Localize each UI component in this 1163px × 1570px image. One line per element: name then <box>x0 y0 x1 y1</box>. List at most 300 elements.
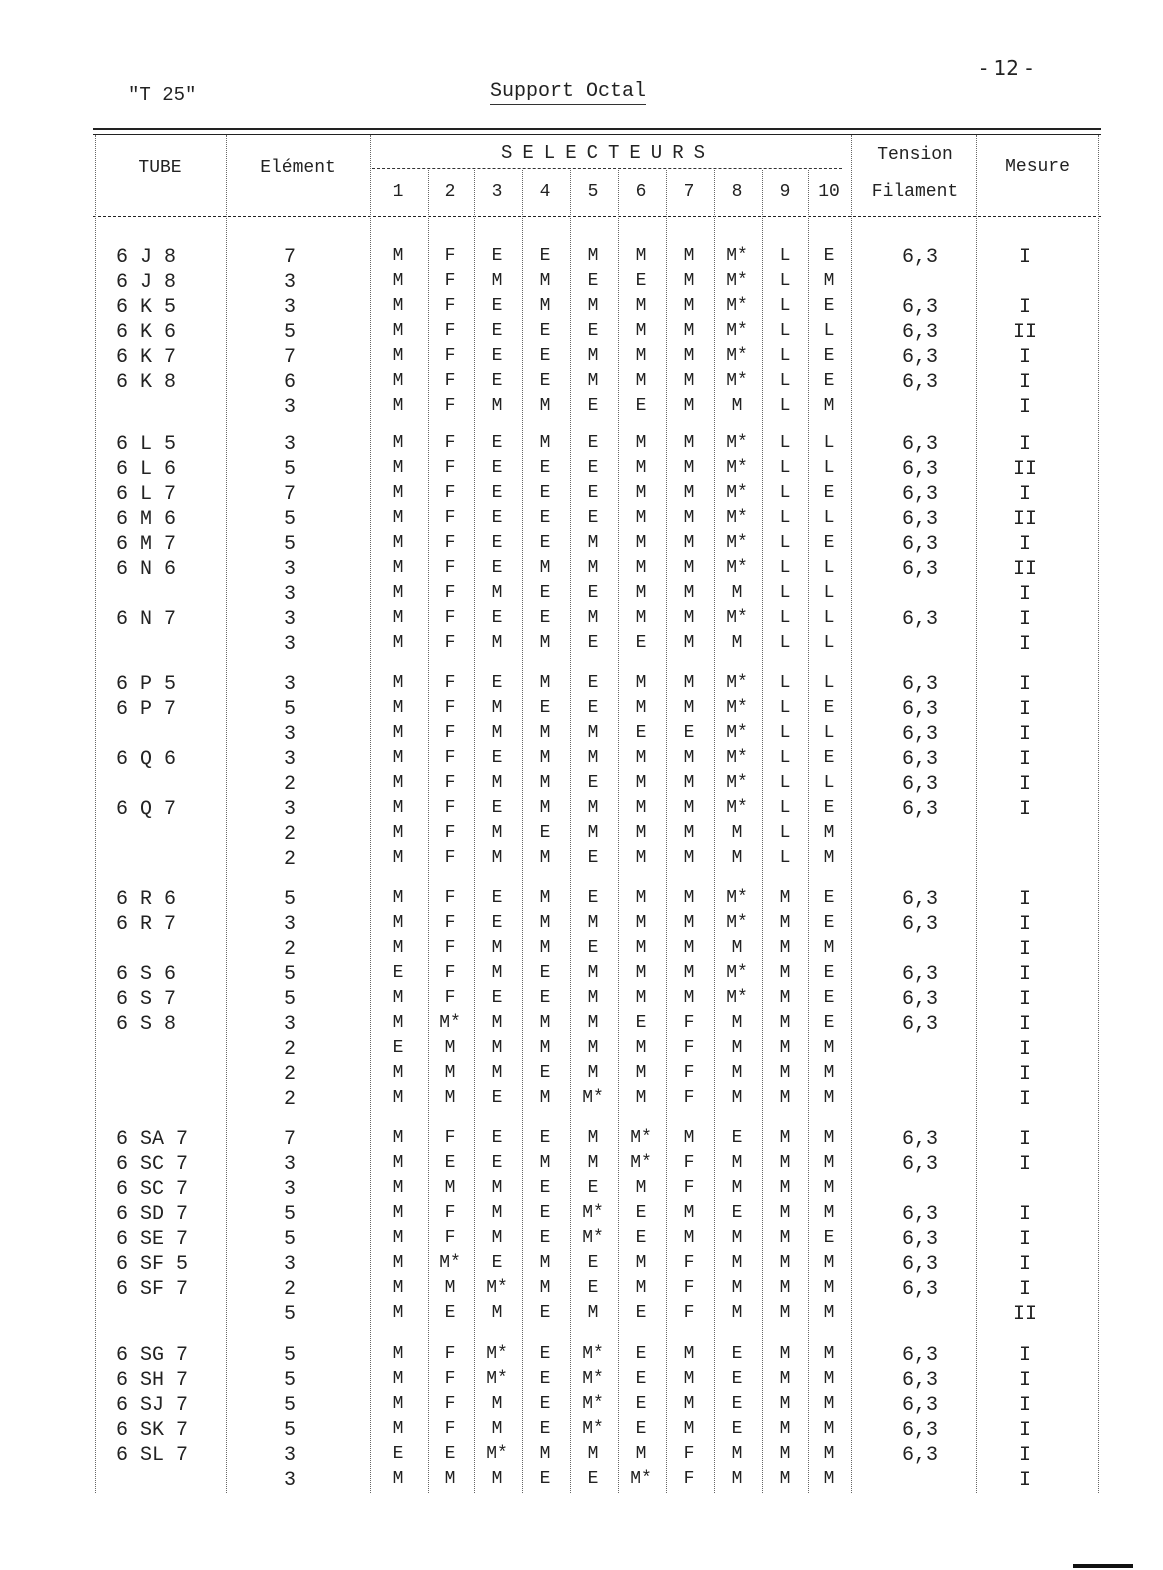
selector-8-value: E <box>731 1203 743 1223</box>
table-row <box>0 673 1163 698</box>
selector-8-value: M <box>731 1303 743 1323</box>
selector-7-value: M <box>683 773 695 793</box>
selector-8-value: M <box>731 1088 743 1108</box>
selector-5-value: M <box>587 346 599 366</box>
mesure-value: I <box>1018 246 1031 269</box>
table-row <box>0 748 1163 773</box>
selector-8-value: M <box>731 1228 743 1248</box>
mesure-value: I <box>1018 963 1031 986</box>
selector-2-value: F <box>444 1203 456 1223</box>
selector-3-value: E <box>491 458 503 478</box>
selector-6-value: E <box>635 1369 647 1389</box>
filament-tension: 6,3 <box>901 1153 938 1176</box>
selector-6-value: M <box>635 346 647 366</box>
selector-4-value: E <box>539 1228 551 1248</box>
tube-name: 6 Q 7 <box>116 798 177 821</box>
selector-9-value: M <box>779 1063 791 1083</box>
selector-7-value: M <box>683 246 695 266</box>
mesure-value: I <box>1018 1063 1031 1086</box>
table-row <box>0 271 1163 296</box>
selector-9-value: M <box>779 1394 791 1414</box>
selector-6-value: M <box>635 1278 647 1298</box>
selector-8-value: M <box>731 1013 743 1033</box>
selector-1-value: E <box>392 963 404 983</box>
selector-1-value: M <box>392 673 404 693</box>
selector-3-value: E <box>491 1253 503 1273</box>
selector-1-value: M <box>392 1303 404 1323</box>
element-count: 5 <box>283 988 296 1011</box>
selector-1-value: M <box>392 913 404 933</box>
selector-5-value: M <box>587 1063 599 1083</box>
selector-1-value: M <box>392 988 404 1008</box>
selector-2-value: F <box>444 271 456 291</box>
document-title: Support Octal <box>490 80 647 103</box>
selector-10-value: M <box>823 271 835 291</box>
selector-4-value: E <box>539 508 551 528</box>
selector-5-value: E <box>587 633 599 653</box>
selector-3-value: E <box>491 913 503 933</box>
selector-7-value: M <box>683 458 695 478</box>
selector-5-value: E <box>587 271 599 291</box>
selector-5-value: M <box>587 823 599 843</box>
table-row <box>0 938 1163 963</box>
selector-5-value: E <box>587 396 599 416</box>
selector-1-value: M <box>392 371 404 391</box>
selector-6-value: M <box>635 963 647 983</box>
selector-10-value: E <box>823 698 835 718</box>
filament-tension: 6,3 <box>901 913 938 936</box>
selector-7-value: F <box>683 1088 695 1108</box>
selector-5-value: E <box>587 773 599 793</box>
selector-6-value: M <box>635 246 647 266</box>
selector-3-value: M <box>491 723 503 743</box>
selector-6-value: M <box>635 508 647 528</box>
element-count: 5 <box>283 1394 296 1417</box>
mesure-value: I <box>1018 346 1031 369</box>
selector-1-value: M <box>392 483 404 503</box>
selector-3-value: M <box>491 1419 503 1439</box>
selector-3-value: E <box>491 321 503 341</box>
selector-2-value: E <box>444 1153 456 1173</box>
selector-4-value: E <box>539 1344 551 1364</box>
selector-9-value: M <box>779 1344 791 1364</box>
selector-3-value: E <box>491 346 503 366</box>
tube-name: 6 R 7 <box>116 913 177 936</box>
selector-1-value: M <box>392 773 404 793</box>
tube-name: 6 SH 7 <box>116 1369 189 1392</box>
selector-7-value: M <box>683 583 695 603</box>
table-row <box>0 1344 1163 1369</box>
selector-6-value: E <box>635 1228 647 1248</box>
selector-5-value: M <box>587 558 599 578</box>
filament-tension: 6,3 <box>901 773 938 796</box>
filament-tension: 6,3 <box>901 1369 938 1392</box>
element-count: 3 <box>283 558 296 581</box>
selector-4-value: E <box>539 246 551 266</box>
filament-tension: 6,3 <box>901 558 938 581</box>
selector-6-value: M <box>635 798 647 818</box>
table-row <box>0 433 1163 458</box>
table-row <box>0 1153 1163 1178</box>
selector-3-value: M <box>491 848 503 868</box>
selector-5-value: M <box>587 1038 599 1058</box>
selector-10-value: E <box>823 533 835 553</box>
selector-10-value: L <box>823 508 835 528</box>
filament-tension: 6,3 <box>901 246 938 269</box>
selector-number-3: 3 <box>491 182 503 202</box>
selector-7-value: M <box>683 533 695 553</box>
selector-9-value: M <box>779 1038 791 1058</box>
selector-8-value: M* <box>726 371 748 391</box>
element-count: 3 <box>283 1178 296 1201</box>
table-row <box>0 1228 1163 1253</box>
element-count: 3 <box>283 583 296 606</box>
selector-9-value: L <box>779 673 791 693</box>
table-row <box>0 458 1163 483</box>
mesure-value: I <box>1018 673 1031 696</box>
selector-4-value: M <box>539 773 551 793</box>
selector-3-value: E <box>491 1088 503 1108</box>
selector-9-value: M <box>779 1278 791 1298</box>
table-row <box>0 1303 1163 1328</box>
selector-6-value: M <box>635 913 647 933</box>
tube-name: 6 SJ 7 <box>116 1394 189 1417</box>
selector-5-value: M <box>587 1303 599 1323</box>
selector-10-value: E <box>823 1013 835 1033</box>
tube-name: 6 L 6 <box>116 458 177 481</box>
selector-number-6: 6 <box>635 182 647 202</box>
filament-tension: 6,3 <box>901 433 938 456</box>
selector-2-value: F <box>444 1344 456 1364</box>
selector-3-value: E <box>491 558 503 578</box>
element-count: 5 <box>283 508 296 531</box>
selector-3-value: E <box>491 988 503 1008</box>
selector-9-value: L <box>779 773 791 793</box>
selector-10-value: E <box>823 913 835 933</box>
selector-2-value: F <box>444 583 456 603</box>
selector-6-value: M <box>635 748 647 768</box>
selector-9-value: L <box>779 296 791 316</box>
filament-tension: 6,3 <box>901 1344 938 1367</box>
selector-2-value: M <box>444 1469 456 1489</box>
selector-9-value: M <box>779 1469 791 1489</box>
element-count: 3 <box>283 673 296 696</box>
selector-7-value: M <box>683 1369 695 1389</box>
mesure-value: I <box>1018 1344 1031 1367</box>
selector-9-value: M <box>779 1088 791 1108</box>
selector-6-value: M <box>635 1178 647 1198</box>
selector-3-value: M <box>491 773 503 793</box>
selector-4-value: M <box>539 1038 551 1058</box>
selector-8-value: M* <box>726 271 748 291</box>
mesure-value: I <box>1018 1228 1031 1251</box>
element-count: 3 <box>283 633 296 656</box>
header-tube: TUBE <box>138 158 182 178</box>
selector-2-value: F <box>444 371 456 391</box>
selector-10-value: M <box>823 1303 835 1323</box>
mesure-value: I <box>1018 773 1031 796</box>
filament-tension: 6,3 <box>901 1013 938 1036</box>
selector-7-value: M <box>683 1394 695 1414</box>
selector-4-value: E <box>539 823 551 843</box>
selector-8-value: M <box>731 1063 743 1083</box>
selector-8-value: M* <box>726 913 748 933</box>
table-row <box>0 1013 1163 1038</box>
selector-6-value: M <box>635 938 647 958</box>
selector-3-value: E <box>491 888 503 908</box>
selector-5-value: M* <box>582 1369 604 1389</box>
selector-9-value: M <box>779 1178 791 1198</box>
selector-10-value: M <box>823 848 835 868</box>
selector-3-value: M <box>491 698 503 718</box>
selector-2-value: F <box>444 558 456 578</box>
table-row <box>0 1444 1163 1469</box>
selector-9-value: M <box>779 913 791 933</box>
selector-10-value: M <box>823 1469 835 1489</box>
selector-6-value: E <box>635 396 647 416</box>
selector-10-value: L <box>823 458 835 478</box>
selector-9-value: M <box>779 1303 791 1323</box>
selector-6-value: M <box>635 888 647 908</box>
selector-10-value: L <box>823 773 835 793</box>
selector-1-value: M <box>392 1203 404 1223</box>
selector-7-value: M <box>683 1344 695 1364</box>
selector-5-value: M <box>587 608 599 628</box>
tube-name: 6 Q 6 <box>116 748 177 771</box>
selector-3-value: E <box>491 508 503 528</box>
selector-6-value: M <box>635 458 647 478</box>
selector-6-value: M <box>635 1253 647 1273</box>
table-row <box>0 1394 1163 1419</box>
selector-5-value: M* <box>582 1419 604 1439</box>
element-count: 3 <box>283 396 296 419</box>
table-row <box>0 888 1163 913</box>
filament-tension: 6,3 <box>901 1228 938 1251</box>
selector-6-value: E <box>635 271 647 291</box>
selector-8-value: M* <box>726 988 748 1008</box>
selector-2-value: F <box>444 963 456 983</box>
selector-2-value: F <box>444 723 456 743</box>
selector-2-value: F <box>444 483 456 503</box>
mesure-value: II <box>1012 1303 1037 1326</box>
selector-1-value: M <box>392 748 404 768</box>
selector-1-value: M <box>392 583 404 603</box>
selector-9-value: L <box>779 583 791 603</box>
selector-5-value: M <box>587 1013 599 1033</box>
tube-name: 6 SA 7 <box>116 1128 189 1151</box>
selector-8-value: M <box>731 938 743 958</box>
selector-8-value: M <box>731 396 743 416</box>
selector-10-value: E <box>823 346 835 366</box>
selector-4-value: M <box>539 1253 551 1273</box>
selector-4-value: M <box>539 938 551 958</box>
selector-6-value: E <box>635 723 647 743</box>
selector-7-value: M <box>683 396 695 416</box>
selector-1-value: M <box>392 1344 404 1364</box>
selector-1-value: M <box>392 508 404 528</box>
element-count: 3 <box>283 1013 296 1036</box>
selector-5-value: E <box>587 483 599 503</box>
selector-7-value: M <box>683 988 695 1008</box>
selector-9-value: L <box>779 558 791 578</box>
selector-4-value: M <box>539 433 551 453</box>
tube-name: 6 S 8 <box>116 1013 177 1036</box>
selector-2-value: M <box>444 1278 456 1298</box>
selector-2-value: F <box>444 823 456 843</box>
selector-9-value: L <box>779 748 791 768</box>
selector-10-value: E <box>823 798 835 818</box>
filament-tension: 6,3 <box>901 988 938 1011</box>
element-count: 3 <box>283 608 296 631</box>
selector-8-value: M* <box>726 458 748 478</box>
element-count: 5 <box>283 321 296 344</box>
selector-5-value: M <box>587 963 599 983</box>
selector-3-value: M <box>491 938 503 958</box>
selector-2-value: F <box>444 396 456 416</box>
selector-1-value: M <box>392 633 404 653</box>
selector-6-value: E <box>635 1419 647 1439</box>
tube-name: 6 SL 7 <box>116 1444 189 1467</box>
selector-4-value: E <box>539 963 551 983</box>
element-count: 2 <box>283 938 296 961</box>
selector-8-value: M* <box>726 558 748 578</box>
selector-6-value: M <box>635 558 647 578</box>
table-row <box>0 773 1163 798</box>
table-row <box>0 558 1163 583</box>
selector-4-value: M <box>539 848 551 868</box>
selector-5-value: M <box>587 533 599 553</box>
selector-10-value: M <box>823 938 835 958</box>
element-count: 5 <box>283 888 296 911</box>
filament-tension: 6,3 <box>901 296 938 319</box>
selector-9-value: L <box>779 321 791 341</box>
selector-5-value: E <box>587 458 599 478</box>
selector-1-value: M <box>392 798 404 818</box>
filament-tension: 6,3 <box>901 1444 938 1467</box>
filament-tension: 6,3 <box>901 748 938 771</box>
filament-tension: 6,3 <box>901 321 938 344</box>
selector-2-value: F <box>444 1128 456 1148</box>
selector-2-value: F <box>444 698 456 718</box>
element-count: 5 <box>283 1344 296 1367</box>
selector-6-value: M <box>635 848 647 868</box>
mesure-value: I <box>1018 698 1031 721</box>
selector-3-value: M* <box>486 1444 508 1464</box>
element-count: 3 <box>283 748 296 771</box>
selector-number-2: 2 <box>444 182 456 202</box>
selector-1-value: M <box>392 1469 404 1489</box>
header-mesure: Mesure <box>1005 157 1070 177</box>
filament-tension: 6,3 <box>901 608 938 631</box>
selector-7-value: M <box>683 483 695 503</box>
selector-4-value: E <box>539 1063 551 1083</box>
selector-2-value: F <box>444 533 456 553</box>
tube-name: 6 SG 7 <box>116 1344 189 1367</box>
table-row <box>0 321 1163 346</box>
table-row <box>0 988 1163 1013</box>
selector-8-value: M* <box>726 963 748 983</box>
selector-6-value: M <box>635 823 647 843</box>
mesure-value: II <box>1012 558 1037 581</box>
selector-2-value: F <box>444 848 456 868</box>
selector-8-value: M <box>731 633 743 653</box>
selector-1-value: M <box>392 1063 404 1083</box>
element-count: 6 <box>283 371 296 394</box>
element-count: 2 <box>283 773 296 796</box>
selector-4-value: E <box>539 1369 551 1389</box>
table-row <box>0 823 1163 848</box>
selector-5-value: E <box>587 673 599 693</box>
selector-4-value: M <box>539 1013 551 1033</box>
selector-9-value: L <box>779 371 791 391</box>
selector-7-value: M <box>683 633 695 653</box>
selector-2-value: M <box>444 1063 456 1083</box>
selector-4-value: E <box>539 1203 551 1223</box>
selector-9-value: M <box>779 1128 791 1148</box>
element-count: 7 <box>283 1128 296 1151</box>
selector-10-value: E <box>823 888 835 908</box>
selector-8-value: M* <box>726 321 748 341</box>
selector-2-value: F <box>444 458 456 478</box>
tube-name: 6 SK 7 <box>116 1419 189 1442</box>
mesure-value: I <box>1018 988 1031 1011</box>
selector-10-value: L <box>823 673 835 693</box>
selector-10-value: M <box>823 1278 835 1298</box>
mesure-value: I <box>1018 371 1031 394</box>
selector-9-value: M <box>779 1369 791 1389</box>
filament-tension: 6,3 <box>901 508 938 531</box>
selector-4-value: E <box>539 483 551 503</box>
selector-7-value: M <box>683 321 695 341</box>
selector-4-value: M <box>539 1153 551 1173</box>
selector-3-value: E <box>491 798 503 818</box>
filament-tension: 6,3 <box>901 1203 938 1226</box>
selector-9-value: M <box>779 1419 791 1439</box>
selector-5-value: M <box>587 723 599 743</box>
selector-7-value: M <box>683 748 695 768</box>
selector-5-value: E <box>587 698 599 718</box>
tube-name: 6 L 7 <box>116 483 177 506</box>
selector-2-value: E <box>444 1444 456 1464</box>
selector-9-value: L <box>779 396 791 416</box>
filament-tension: 6,3 <box>901 963 938 986</box>
selector-7-value: F <box>683 1253 695 1273</box>
tube-name: 6 SF 7 <box>116 1278 189 1301</box>
selector-7-value: F <box>683 1303 695 1323</box>
selector-8-value: M <box>731 1153 743 1173</box>
filament-tension: 6,3 <box>901 1128 938 1151</box>
selector-4-value: E <box>539 583 551 603</box>
selector-8-value: M* <box>726 698 748 718</box>
selector-2-value: F <box>444 321 456 341</box>
element-count: 3 <box>283 1253 296 1276</box>
selector-10-value: E <box>823 748 835 768</box>
mesure-value: I <box>1018 1038 1031 1061</box>
tube-name: 6 K 7 <box>116 346 177 369</box>
filament-tension: 6,3 <box>901 1419 938 1442</box>
selector-1-value: M <box>392 1128 404 1148</box>
selector-8-value: E <box>731 1394 743 1414</box>
selector-3-value: M <box>491 633 503 653</box>
selector-2-value: F <box>444 773 456 793</box>
selector-number-8: 8 <box>731 182 743 202</box>
selector-8-value: M <box>731 1469 743 1489</box>
element-count: 3 <box>283 1153 296 1176</box>
selector-9-value: L <box>779 698 791 718</box>
mesure-value: I <box>1018 1203 1031 1226</box>
table-row <box>0 1419 1163 1444</box>
selector-6-value: M <box>635 698 647 718</box>
